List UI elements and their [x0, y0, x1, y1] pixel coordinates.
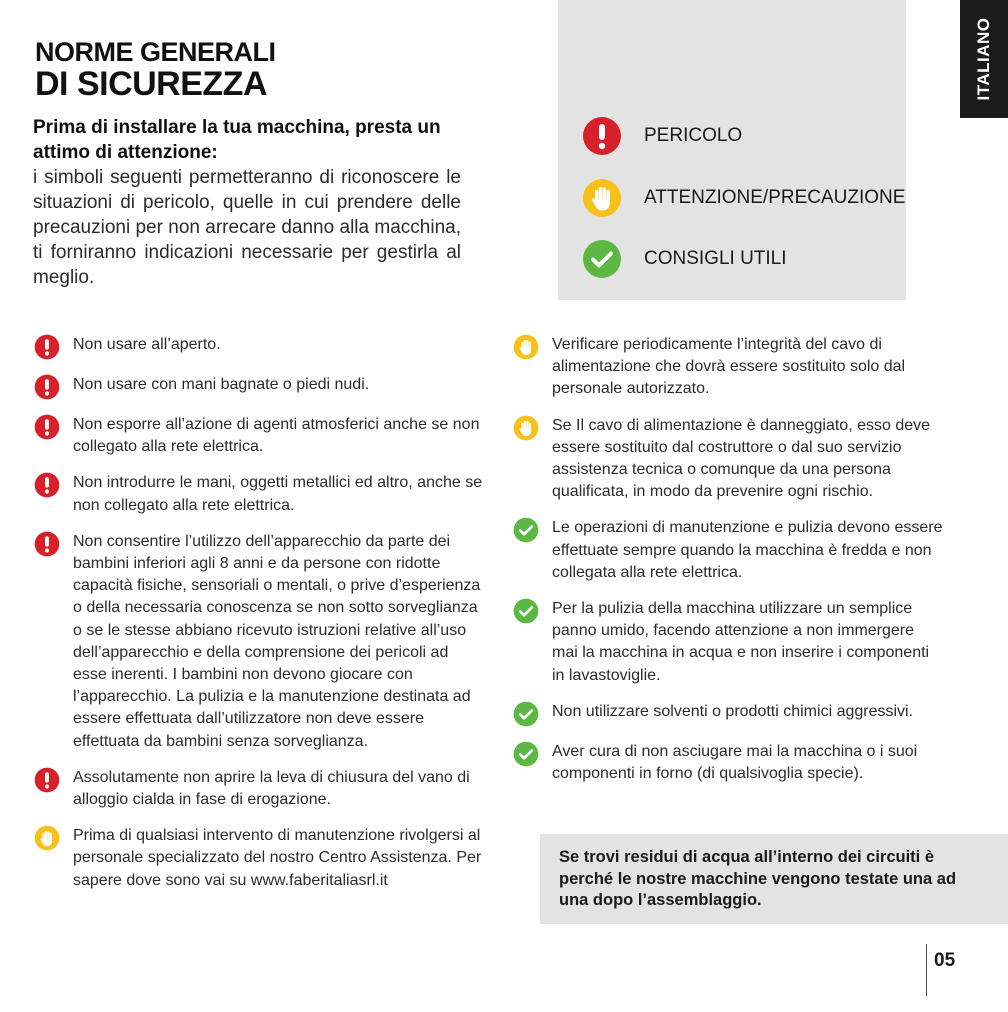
danger-icon: [34, 767, 60, 793]
list-item: [513, 598, 943, 687]
list-item-text: Non utilizzare solventi o prodotti chimici aggressivi.: [552, 702, 914, 720]
list-item: [513, 517, 943, 584]
list-item-text: Prima di qualsiasi intervento di manutenzione rivolgersi al personale specializzato del nostro Centro Assistenza. Per sapere dove sono vai su www.faberitaliasrl.it: [73, 827, 482, 889]
page-number: 05: [934, 950, 956, 971]
check-icon: [513, 741, 539, 767]
list-item: [34, 334, 484, 360]
list-item: [34, 531, 484, 753]
title-line-2: DI SICUREZZA: [35, 65, 267, 103]
danger-icon: [34, 472, 60, 498]
caution-hand-icon: [582, 178, 622, 218]
list-item: [34, 825, 484, 892]
list-item: [34, 767, 484, 811]
page-title: [35, 38, 276, 102]
list-item: [34, 374, 484, 400]
list-item-text: Per la pulizia della macchina utilizzare un semplice panno umido, facendo attenzione a non immergere mai la macchina in acqua e non inserire i componenti in lavastoviglie.: [552, 600, 930, 684]
intro-paragraph: [33, 115, 461, 290]
list-item-text: Non consentire l’utilizzo dell’apparecchio da parte dei bambini inferiori agli 8 anni e da persone con ridotte capacità fisiche, sensoriali o mentali, o prive d’esperienza o della necessaria conoscenza se non sotto sorveglianza o se le stesse abbiano ricevuto istruzioni relative all’uso dell’apparecchio e della comprensione dei pericoli ad esse inerenti. I bambini non devono giocare con l’apparecchio. La pulizia e la manutenzione destinata ad essere effettuata dall’utilizzatore non deve essere effettuata da bambini senza sorveglianza.: [73, 532, 481, 750]
danger-icon: [34, 374, 60, 400]
legend-row-caution: [582, 178, 905, 218]
list-item-text: Assolutamente non aprire la leva di chiusura del vano di alloggio cialda in fase di erogazione.: [73, 768, 470, 809]
danger-icon: [34, 531, 60, 557]
list-item-text: Non usare all’aperto.: [73, 336, 221, 353]
list-item-text: Non usare con mani bagnate o piedi nudi.: [73, 376, 370, 393]
list-item: [34, 414, 484, 458]
legend-label: ATTENZIONE/PRECAUZIONE: [644, 187, 906, 208]
danger-icon: [582, 116, 622, 156]
legend-row-danger: [582, 116, 742, 156]
intro-lead: Prima di installare la tua macchina, presta un attimo di attenzione:: [33, 117, 441, 163]
residual-water-note: [540, 834, 1008, 924]
list-item: [513, 701, 943, 727]
intro-body: i simboli seguenti permetteranno di riconoscere le situazioni di pericolo, quelle in cui prendere delle precauzioni per non arrecare danno alla macchina, ti forniranno indicazioni necessarie per gestirla al meglio.: [33, 167, 461, 288]
list-item: [513, 334, 943, 401]
caution-hand-icon: [513, 415, 539, 441]
list-item-text: Aver cura di non asciugare mai la macchina o i suoi componenti in forno (di qualsivoglia specie).: [552, 742, 918, 783]
danger-icon: [34, 334, 60, 360]
list-item-text: Non esporre all’azione di agenti atmosferici anche se non collegato alla rete elettrica.: [73, 416, 480, 456]
check-icon: [582, 239, 622, 279]
list-item: [513, 741, 943, 785]
title-line-1: NORME GENERALI: [35, 37, 276, 67]
caution-hand-icon: [34, 825, 60, 851]
list-item: [513, 415, 943, 504]
check-icon: [513, 701, 539, 727]
legend-label: CONSIGLI UTILI: [644, 248, 787, 269]
list-item-text: Se Il cavo di alimentazione è danneggiato, esso deve essere sostituito dal costruttore o dal suo servizio assistenza tecnica o comunque da una persona qualificata, in modo da prevenire ogni rischio.: [552, 416, 931, 501]
check-icon: [513, 517, 539, 543]
legend-label: PERICOLO: [644, 125, 743, 146]
note-text: Se trovi residui di acqua all’interno dei circuiti è perché le nostre macchine vengono testate una ad una dopo l’assemblaggio.: [559, 848, 957, 909]
caution-hand-icon: [513, 334, 539, 360]
page-number-divider: [926, 944, 927, 996]
language-label: ITALIANO: [974, 17, 993, 101]
check-icon: [513, 598, 539, 624]
list-item: [34, 472, 484, 516]
list-item-text: Non introdurre le mani, oggetti metallici ed altro, anche se non collegato alla rete elettrica.: [73, 474, 483, 514]
list-item-text: Verificare periodicamente l’integrità del cavo di alimentazione che dovrà essere sostituito solo dal personale autorizzato.: [552, 336, 906, 398]
language-tab: [960, 0, 1008, 118]
danger-icon: [34, 414, 60, 440]
symbol-legend: [558, 0, 906, 300]
list-item-text: Le operazioni di manutenzione e pulizia devono essere effettuate sempre quando la macchina è fredda e non collegata alla rete elettrica.: [552, 519, 943, 581]
safety-list-right: [513, 334, 943, 799]
legend-row-tips: [582, 239, 787, 279]
safety-list-left: [34, 334, 484, 906]
